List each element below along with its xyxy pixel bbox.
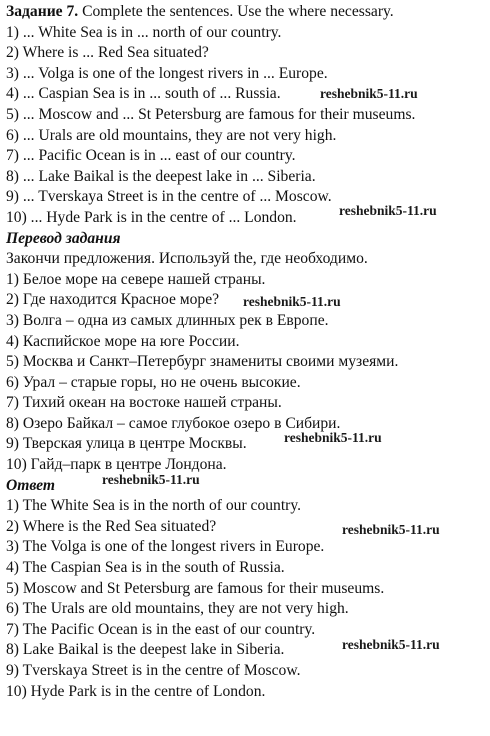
watermark: reshebnik5-11.ru bbox=[320, 86, 418, 101]
answer-sentence: 3) The Volga is one of the longest rivers in Europe. bbox=[6, 538, 325, 556]
document-page bbox=[6, 2, 486, 702]
translation-sentence: 2) Где находится Красное море? bbox=[6, 291, 220, 309]
task-sentence: 10) ... Hyde Park is in the centre of ... London. bbox=[6, 208, 297, 226]
watermark: reshebnik5-11.ru bbox=[284, 430, 382, 445]
task-instruction: Complete the sentences. Use the where necessary. bbox=[78, 3, 394, 20]
watermark: reshebnik5-11.ru bbox=[339, 203, 437, 218]
task-sentence: 5) ... Moscow and ... St Petersburg are famous for their museums. bbox=[6, 105, 416, 123]
translation-sentence: 6) Урал – старые горы, но не очень высокие. bbox=[6, 373, 301, 391]
answer-sentence: 4) The Caspian Sea is in the south of Russia. bbox=[6, 559, 285, 577]
task-label: Задание 7. bbox=[6, 3, 79, 20]
translation-sentence: 9) Тверская улица в центре Москвы. bbox=[6, 435, 247, 453]
answer-sentence: 2) Where is the Red Sea situated? bbox=[6, 517, 217, 535]
translation-sentence: 1) Белое море на севере нашей страны. bbox=[6, 270, 266, 288]
task-sentence: 7) ... Pacific Ocean is in ... east of our country. bbox=[6, 147, 296, 165]
translation-sentence: 8) Озеро Байкал – самое глубокое озеро в Сибири. bbox=[6, 414, 341, 432]
task-sentence: 3) ... Volga is one of the longest rivers in ... Europe. bbox=[6, 64, 328, 82]
answer-sentence: 1) The White Sea is in the north of our country. bbox=[6, 497, 302, 515]
answer-sentence: 6) The Urals are old mountains, they are not very high. bbox=[6, 600, 349, 618]
answer-sentence: 5) Moscow and St Petersburg are famous for their museums. bbox=[6, 579, 385, 597]
answer-sentence: 7) The Pacific Ocean is in the east of our country. bbox=[6, 620, 316, 638]
answer-heading: Ответ bbox=[6, 476, 56, 494]
watermark: reshebnik5-11.ru bbox=[102, 472, 200, 487]
watermark: reshebnik5-11.ru bbox=[342, 522, 440, 537]
task-sentence: 1) ... White Sea is in ... north of our country. bbox=[6, 23, 282, 41]
translation-sentence: 10) Гайд–парк в центре Лондона. bbox=[6, 456, 227, 474]
task-sentence: 9) ... Tverskaya Street is in the centre of ... Moscow. bbox=[6, 188, 332, 206]
task-sentence: 4) ... Caspian Sea is in ... south of ... Russia. bbox=[6, 85, 281, 103]
watermark: reshebnik5-11.ru bbox=[342, 637, 440, 652]
translation-sentence: 7) Тихий океан на востоке нашей страны. bbox=[6, 394, 282, 412]
translation-sentence: 5) Москва и Санкт–Петербург знамениты своими музеями. bbox=[6, 353, 399, 371]
task-header bbox=[6, 2, 486, 23]
translation-instruction: Закончи предложения. Используй the, где необходимо. bbox=[6, 250, 368, 268]
task-sentence: 6) ... Urals are old mountains, they are not very high. bbox=[6, 126, 337, 144]
translation-heading: Перевод задания bbox=[6, 229, 121, 247]
task-sentence: 8) ... Lake Baikal is the deepest lake in ... Siberia. bbox=[6, 167, 316, 185]
answer-sentence: 9) Tverskaya Street is in the centre of Moscow. bbox=[6, 662, 301, 679]
answer-sentence: 8) Lake Baikal is the deepest lake in Siberia. bbox=[6, 641, 285, 659]
watermark: reshebnik5-11.ru bbox=[243, 294, 341, 309]
answer-sentence: 10) Hyde Park is in the centre of London. bbox=[6, 682, 266, 700]
translation-sentence: 4) Каспийское море на юге России. bbox=[6, 332, 240, 350]
task-sentence: 2) Where is ... Red Sea situated? bbox=[6, 44, 209, 62]
translation-sentence: 3) Волга – одна из самых длинных рек в Европе. bbox=[6, 311, 329, 329]
